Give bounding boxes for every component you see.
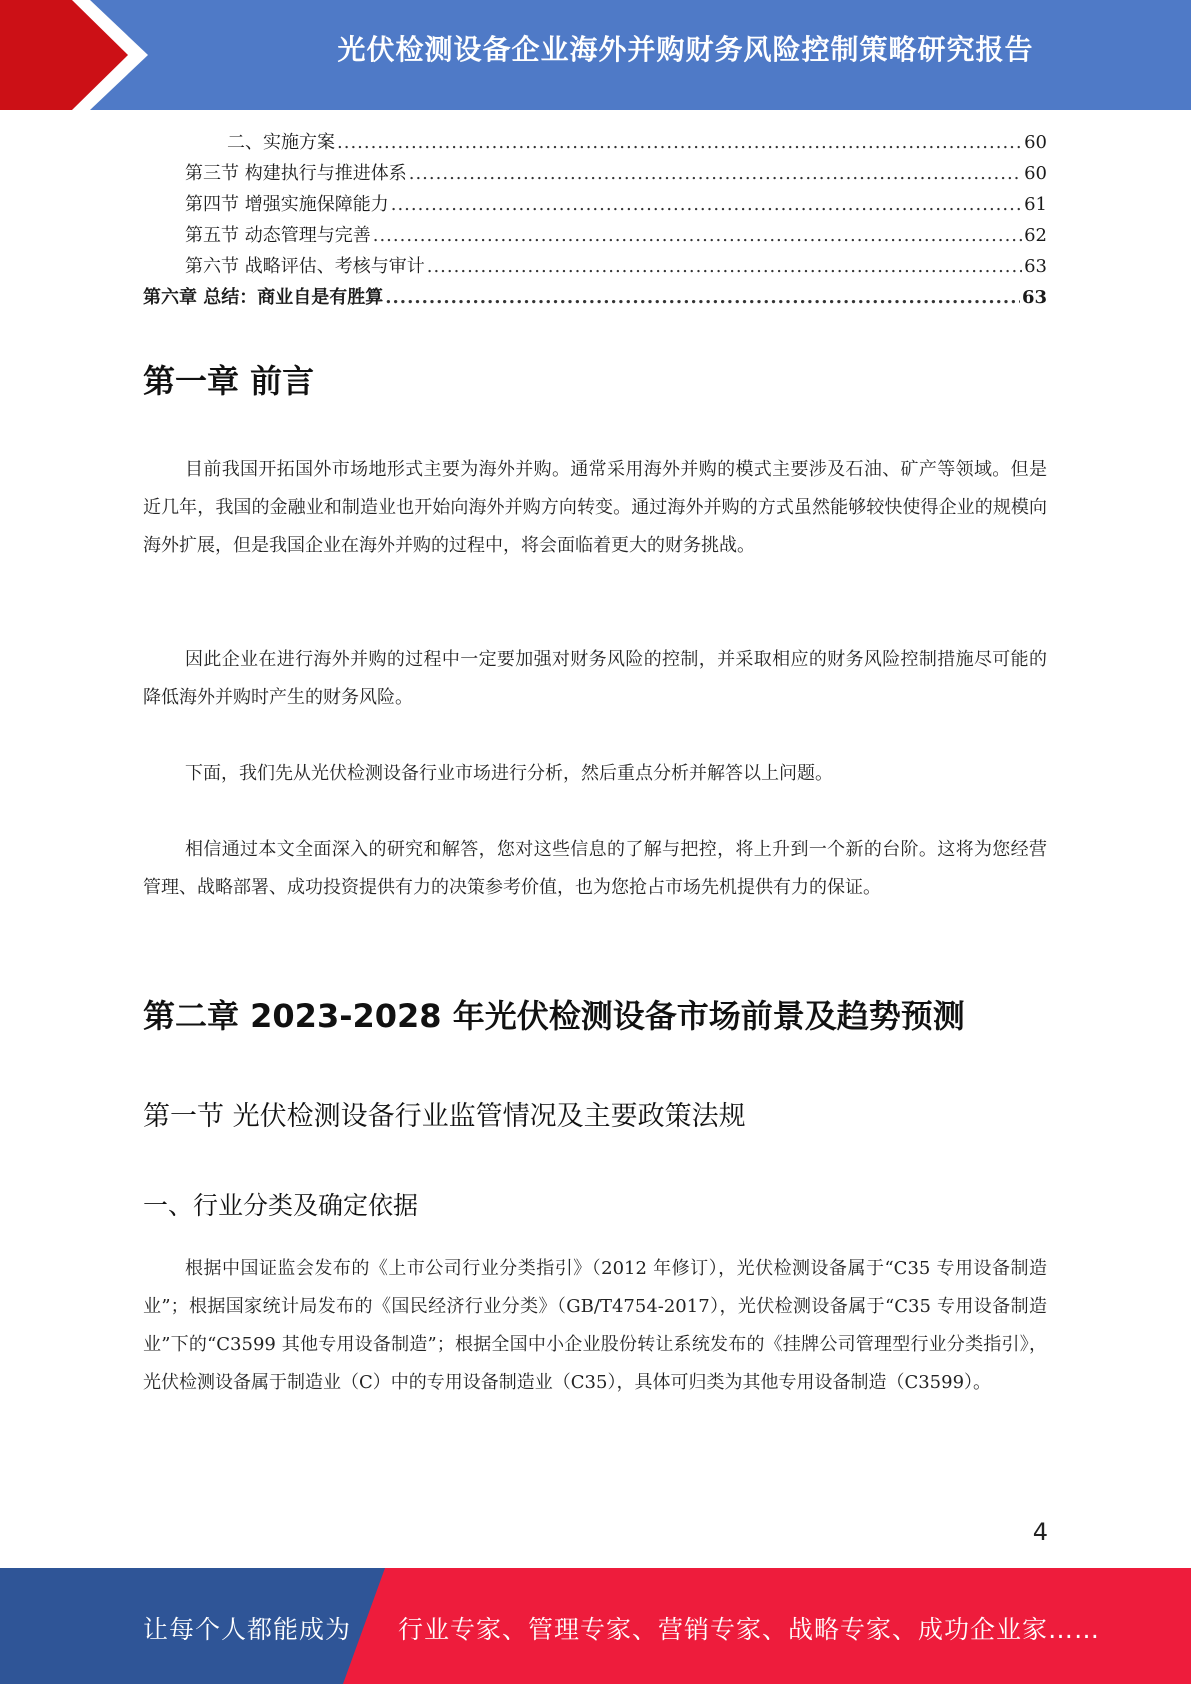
toc-entry-page: 63	[1024, 256, 1047, 277]
toc-entry-label: 二、实施方案	[227, 132, 335, 153]
toc-entry-label: 第六章 总结：商业自是有胜算	[143, 287, 384, 308]
toc-leader-dots	[373, 225, 1022, 246]
header-arrow-logo	[0, 0, 160, 110]
paragraph: 目前我国开拓国外市场地形式主要为海外并购。通常采用海外并购的模式主要涉及石油、矿产等领域。但是近几年，我国的金融业和制造业也开始向海外并购方向转变。通过海外并购的方式虽然能够较快使得企业的规模向海外扩展，但是我国企业在海外并购的过程中，将会面临着更大的财务挑战。	[143, 459, 1047, 556]
paragraph: 相信通过本文全面深入的研究和解答，您对这些信息的了解与把控，将上升到一个新的台阶。这将为您经营管理、战略部署、成功投资提供有力的决策参考价值，也为您抢占市场先机提供有力的保证。	[143, 839, 1047, 898]
footer-slogan-left: 让每个人都能成为	[143, 1615, 352, 1644]
paragraph: 根据中国证监会发布的《上市公司行业分类指引》（2012 年修订），光伏检测设备属于“C35 专用设备制造业”；根据国家统计局发布的《国民经济行业分类》（GB/T4754-2017），光伏检测设备属于“C35 专用设备制造业”下的“C3599 其他专用设备制造”；根据全国中小企业股份转让系统发布的《挂牌公司管理型行业分类指引》，光伏检测设备属于制造业（C）中的专用设备制造业（C35），具体可归类为其他专用设备制造（C3599）。	[143, 1258, 1047, 1393]
footer-slogan-right: 行业专家、管理专家、营销专家、战略专家、成功企业家……	[398, 1615, 1101, 1644]
toc-entry-page: 63	[1021, 287, 1047, 308]
toc-entry[interactable]	[143, 128, 1047, 159]
toc-entry-page: 62	[1024, 225, 1047, 246]
subsection-heading: 一、行业分类及确定依据	[143, 1191, 419, 1220]
report-title: 光伏检测设备企业海外并购财务风险控制策略研究报告	[337, 33, 1034, 66]
toc-entry[interactable]	[143, 190, 1047, 221]
header-bar	[0, 0, 1191, 110]
toc-entry[interactable]	[143, 221, 1047, 252]
chapter-1-heading: 第一章 前言	[143, 362, 315, 400]
page-number: 4	[1032, 1518, 1048, 1546]
chapter-2-heading: 第二章 2023-2028 年光伏检测设备市场前景及趋势预测	[143, 997, 965, 1035]
toc-leader-dots	[409, 163, 1022, 184]
toc-entry[interactable]	[143, 252, 1047, 283]
toc-entry-label: 第三节 构建执行与推进体系	[185, 163, 407, 184]
toc-leader-dots	[427, 256, 1022, 277]
toc-leader-dots	[391, 194, 1022, 215]
table-of-contents	[143, 128, 1047, 314]
toc-entry-page: 60	[1024, 132, 1047, 153]
paragraph: 因此企业在进行海外并购的过程中一定要加强对财务风险的控制，并采取相应的财务风险控制措施尽可能的降低海外并购时产生的财务风险。	[143, 649, 1047, 708]
paragraph: 下面，我们先从光伏检测设备行业市场进行分析，然后重点分析并解答以上问题。	[185, 763, 833, 784]
toc-leader-dots	[337, 132, 1022, 153]
toc-entry-label: 第四节 增强实施保障能力	[185, 194, 389, 215]
toc-entry-page: 61	[1024, 194, 1047, 215]
toc-entry[interactable]	[143, 159, 1047, 190]
section-heading: 第一节 光伏检测设备行业监管情况及主要政策法规	[143, 1101, 746, 1132]
toc-entry-label: 第六节 战略评估、考核与审计	[185, 256, 425, 277]
toc-entry-label: 第五节 动态管理与完善	[185, 225, 371, 246]
toc-entry[interactable]	[143, 283, 1047, 314]
footer-banner	[0, 1568, 1191, 1684]
toc-entry-page: 60	[1024, 163, 1047, 184]
toc-leader-dots	[385, 287, 1020, 308]
